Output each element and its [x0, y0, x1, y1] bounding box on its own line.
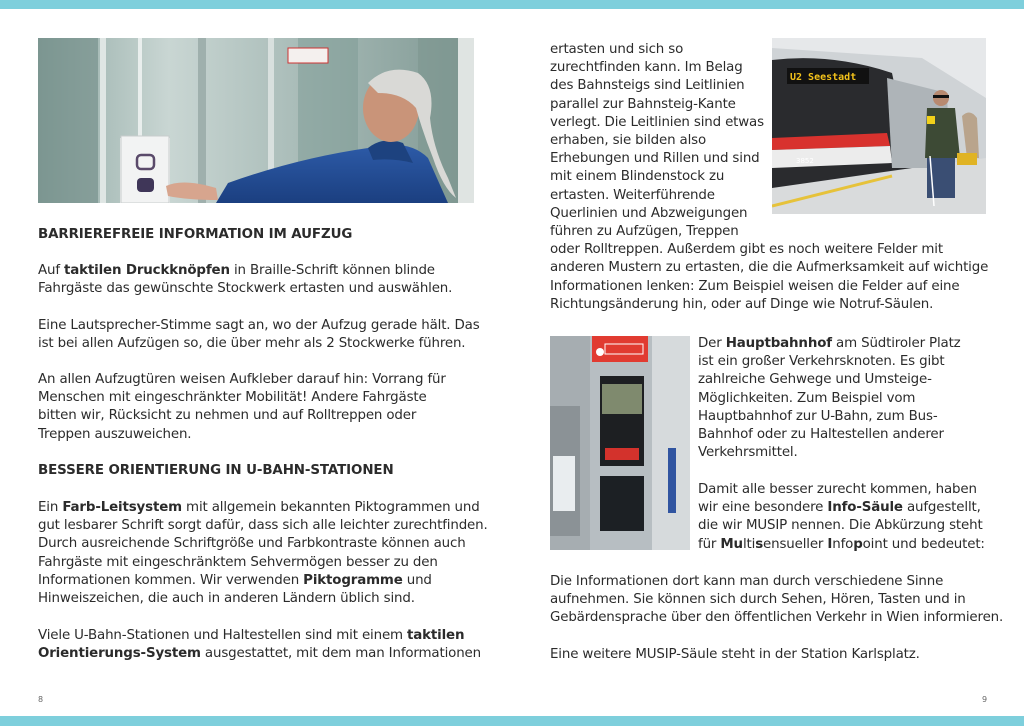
text: ertasten und sich so — [550, 42, 684, 57]
page-number-left: 8 — [38, 695, 44, 704]
text: führen zu Aufzügen, Treppen — [550, 224, 739, 240]
text: ensueller — [763, 536, 828, 552]
train-car-number: 3852 — [796, 157, 814, 165]
text: Ein — [38, 500, 63, 515]
text: Gebärdensprache über den öffentlichen Verkehr in Wien informieren. — [550, 610, 1004, 626]
page-number-right: 9 — [982, 695, 988, 704]
text: gut lesbarer Schrift sorgt dafür, dass sich alle leichter zurechtfinden. — [38, 518, 488, 534]
text: Hauptbahnhof zur U-Bahn, zum Bus- — [698, 408, 938, 424]
text: An allen Aufzugtüren weisen Aufkleber darauf hin: Vorrang für — [38, 372, 446, 387]
left-page — [0, 0, 512, 716]
text: Hinweiszeichen, die auch in anderen Ländern üblich sind. — [38, 591, 415, 607]
bold-text: Piktogramme — [303, 572, 403, 588]
musip-column-illustration — [550, 336, 690, 550]
text: Treppen auszuweichen. — [38, 426, 192, 442]
text: Richtungsänderung hin, oder auf Dinge wie Notruf-Säulen. — [550, 296, 934, 312]
text: parallel zur Bahnsteig-Kante — [550, 96, 736, 112]
text: in Braille-Schrift können blinde — [229, 263, 435, 278]
text: Die Informationen dort kann man durch verschiedene Sinne — [550, 574, 944, 589]
text: des Bahnsteigs sind Leitlinien — [550, 78, 745, 94]
text: Möglichkeiten. Zum Beispiel vom — [698, 390, 916, 406]
musip-photo — [550, 336, 690, 550]
text: Der — [698, 336, 726, 351]
bold-text: Farb-Leitsystem — [62, 500, 182, 515]
text: Informationen lenken: Zum Beispiel weisen die Felder auf eine — [550, 278, 960, 294]
text: Auf — [38, 263, 65, 278]
text: lti — [742, 536, 756, 552]
bottom-accent-bar — [0, 716, 1024, 726]
text: am Südtiroler Platz — [831, 336, 961, 351]
text: Querlinien und Abzweigungen — [550, 205, 748, 221]
text: Viele U-Bahn-Stationen und Haltestellen sind mit einem — [38, 628, 408, 643]
paragraph-color-guidance — [38, 499, 488, 608]
text: aufnehmen. Sie können sich durch Sehen, Hören, Tasten und in — [550, 592, 966, 608]
text: Bahnhof oder zu Haltestellen anderer — [698, 427, 944, 443]
paragraph-musip — [698, 481, 985, 554]
text: ausgestattet, mit dem man Informationen — [200, 646, 481, 662]
text: ist ein großer Verkehrsknoten. Es gibt — [698, 354, 945, 370]
text: oder Rolltreppen. Außerdem gibt es noch weitere Felder mit — [550, 242, 943, 258]
text: bitten wir, Rücksicht zu nehmen und auf Rolltreppen oder — [38, 408, 417, 424]
paragraph-karlsplatz: Eine weitere MUSIP-Säule steht in der Station Karlsplatz. — [550, 647, 920, 662]
bold-text: s — [755, 536, 764, 552]
bold-text: Mu — [720, 536, 743, 552]
paragraph-priority-stickers — [38, 371, 446, 444]
text: aufgestellt, — [902, 500, 981, 516]
paragraph-tactile-buttons — [38, 262, 452, 298]
text: zahlreiche Gehwege und Umsteige- — [698, 372, 932, 388]
text: Menschen mit eingeschränkter Mobilität! Andere Fahrgäste — [38, 390, 427, 406]
text: ertasten. Weiterführende — [550, 187, 715, 203]
text: nfo — [832, 536, 854, 552]
bold-text: Hauptbahnhof — [725, 336, 832, 351]
text: zurechtfinden kann. Im Belag — [550, 60, 743, 76]
paragraph-tactile-system — [38, 627, 481, 663]
text: für — [698, 536, 721, 552]
train-destination-display: U2 Seestadt — [790, 72, 857, 83]
paragraph-senses — [550, 573, 1003, 628]
bold-text: Info-Säule — [827, 500, 903, 516]
bold-text: Orientierungs-System — [38, 646, 201, 662]
paragraph-guide-lines — [550, 41, 988, 314]
text: mit einem Blindenstock zu — [550, 169, 725, 185]
text: Damit alle besser zurecht kommen, haben — [698, 482, 977, 497]
elevator-photo-illustration — [38, 38, 474, 203]
text: Durch ausreichende Schriftgröße und Farbkontraste können auch — [38, 536, 466, 552]
bold-text: taktilen — [407, 628, 465, 643]
text: Erhebungen und Rillen und sind — [550, 151, 760, 167]
bold-text: taktilen Druckknöpfen — [64, 263, 230, 278]
text: die wir MUSIP nennen. Die Abkürzung steht — [698, 518, 983, 534]
text: oint und bedeutet: — [862, 536, 985, 552]
bold-text: I — [827, 536, 833, 552]
text: anderen Mustern zu ertasten, die die Aufmerksamkeit auf wichtige — [550, 260, 989, 276]
text: Fahrgäste mit eingeschränktem Sehvermögen besser zu den — [38, 554, 438, 570]
bold-text: p — [853, 536, 863, 552]
text: erhaben, sie bilden also — [550, 133, 707, 149]
heading-orientation: BESSERE ORIENTIERUNG IN U-BAHN-STATIONEN — [38, 463, 394, 478]
text: wir eine besondere — [698, 500, 828, 516]
right-page — [512, 0, 1024, 716]
text: Fahrgäste das gewünschte Stockwerk ertasten und auswählen. — [38, 281, 453, 297]
paragraph-speaker-voice — [38, 317, 480, 353]
text: und — [402, 572, 432, 588]
text: verlegt. Die Leitlinien sind etwas — [550, 114, 764, 130]
paragraph-hauptbahnhof — [698, 335, 961, 462]
text: Eine Lautsprecher-Stimme sagt an, wo der Aufzug gerade hält. Das — [38, 318, 480, 333]
heading-elevator-info: BARRIEREFREIE INFORMATION IM AUFZUG — [38, 227, 353, 242]
text: Informationen kommen. Wir verwenden — [38, 572, 304, 588]
text: Verkehrsmittel. — [698, 445, 798, 461]
text: ist bei allen Aufzügen so, die über mehr als 2 Stockwerke führen. — [38, 336, 466, 352]
elevator-photo — [38, 38, 474, 203]
text: mit allgemein bekannten Piktogrammen und — [181, 500, 480, 515]
